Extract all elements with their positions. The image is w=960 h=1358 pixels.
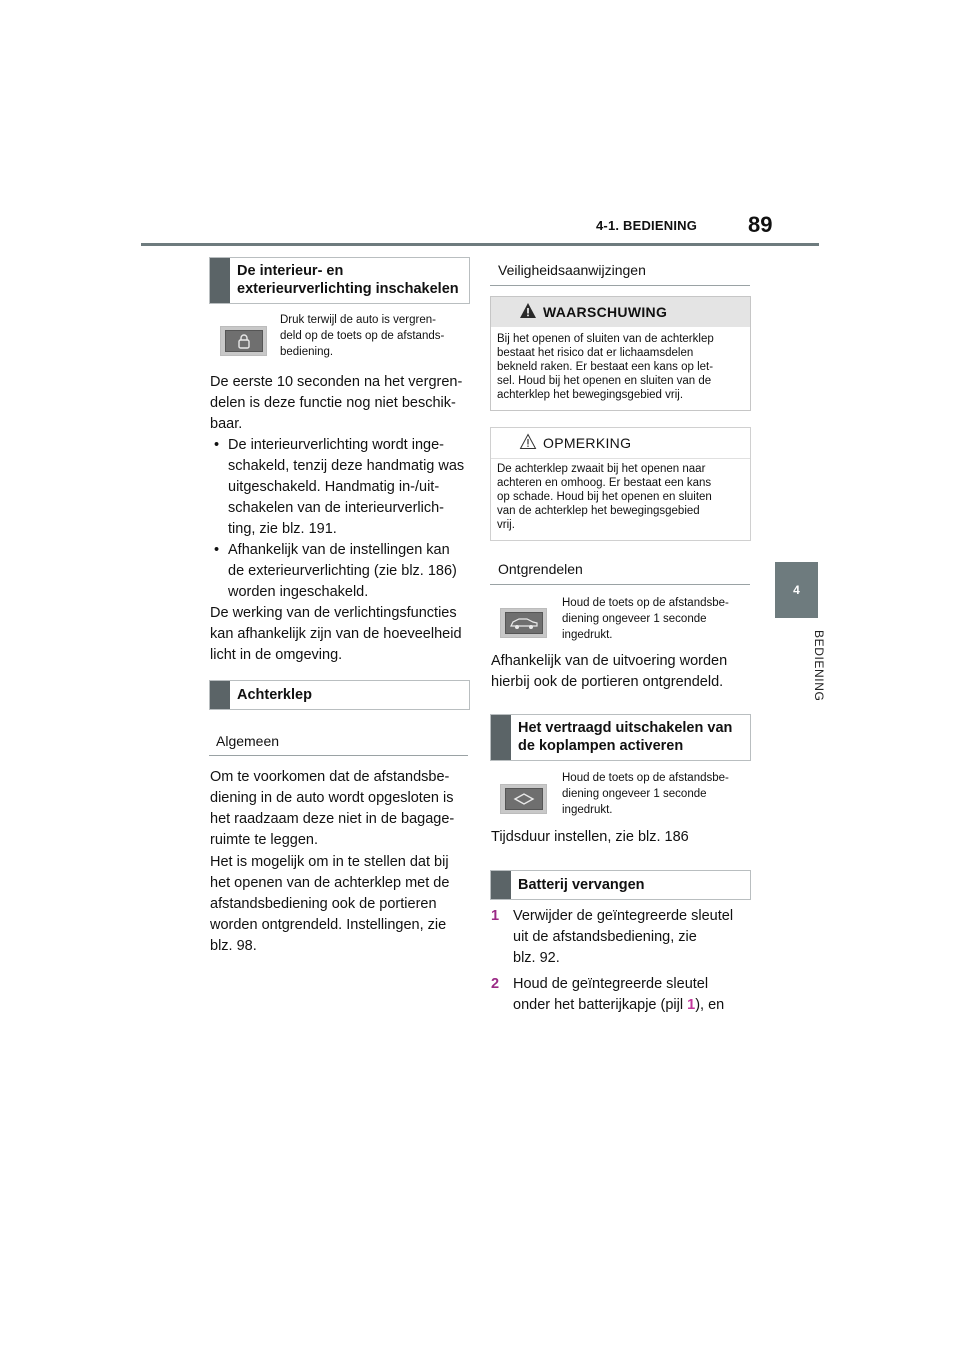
heading-bar [210, 258, 230, 303]
note-box [490, 427, 751, 541]
note-header [491, 428, 750, 458]
warning-title: WAARSCHUWING [543, 304, 668, 320]
paragraph-delay [210, 372, 472, 435]
lock-note-line: bediening. [280, 346, 334, 358]
text-line: diening ongeveer 1 seconde [562, 788, 707, 800]
text-line: bestaat het risico dat er lichaamsdelen [497, 347, 694, 359]
text-line: afstandsbediening ook de portieren [210, 896, 437, 912]
heading-lighting-line2: exterieurverlichting inschakelen [237, 281, 459, 297]
headlight-note [562, 770, 752, 818]
subheading-general: Algemeen [216, 733, 280, 749]
text-line: schakeld, tenzij deze handmatig was [228, 458, 465, 474]
text-line: bekneld raken. Er bestaat een kans op let- [497, 361, 714, 373]
text-line: De achterklep zwaait bij het openen naar [497, 463, 706, 475]
text-line: Houd de geïntegreerde sleutel [513, 976, 709, 992]
paragraph-duration: Tijdsduur instellen, zie blz. 186 [491, 829, 689, 845]
page-number: 89 [748, 212, 773, 237]
heading-bar [491, 715, 511, 760]
text-line: hierbij ook de portieren ontgrendeld. [491, 674, 724, 690]
text-line [513, 995, 753, 1016]
text-line: De eerste 10 seconden na het vergren- [210, 374, 463, 390]
bullet-list [210, 435, 472, 603]
text-line: op schade. Houd bij het openen en sluiten [497, 491, 712, 503]
text-line: ting, zie blz. 191. [228, 521, 337, 537]
caution-triangle-icon [519, 433, 537, 450]
heading-lighting-line1: De interieur- en [237, 263, 344, 279]
arrow-reference: 1 [687, 997, 696, 1013]
text-line: • Afhankelijk van de instellingen kan [228, 542, 450, 558]
chapter-tab: 4 [775, 562, 818, 618]
text-line: diening in de auto wordt opgesloten is [210, 790, 454, 806]
headlight-diamond-icon [505, 788, 543, 810]
text-line: blz. 92. [513, 950, 560, 966]
text-line: van de achterklep het bewegingsgebied [497, 505, 700, 517]
note-title: OPMERKING [543, 435, 632, 451]
heading-box-lighting [209, 257, 470, 304]
list-item [210, 435, 472, 540]
text-line: • De interieurverlichting wordt inge- [228, 437, 444, 453]
heading-box-tailgate [209, 680, 470, 710]
text-line: ruimte te leggen. [210, 832, 319, 848]
lock-note-line: Druk terwijl de auto is vergren- [280, 314, 436, 326]
warning-triangle-icon [519, 302, 537, 319]
text-line: uitgeschakeld. Handmatig in-/uit- [228, 479, 440, 495]
step-text [491, 906, 753, 969]
warning-box [490, 296, 751, 411]
tailgate-button-image [500, 608, 547, 638]
step-text [491, 974, 753, 1016]
text-line: licht in de omgeving. [210, 647, 343, 663]
headlight-button-image [500, 784, 547, 814]
text-line: achteren en omhoog. Er bestaat een kans [497, 477, 712, 489]
section-title: 4-1. BEDIENING [596, 218, 698, 233]
car-tailgate-icon [505, 612, 543, 634]
subheading-safety: Veiligheidsaanwijzingen [498, 262, 646, 278]
paragraph-ambient [210, 603, 472, 666]
chapter-label: BEDIENING [812, 630, 826, 702]
text-line: vrij. [497, 519, 515, 531]
text-line: diening ongeveer 1 seconde [562, 613, 707, 625]
text-line: Om te voorkomen dat de afstandsbe- [210, 769, 450, 785]
text-line: blz. 98. [210, 938, 257, 954]
step-number: 1 [491, 908, 500, 924]
text-line: Het is mogelijk om in te stellen dat bij [210, 854, 449, 870]
subheading-rule [209, 755, 468, 756]
lock-icon [225, 330, 263, 352]
paragraph-doors [491, 651, 753, 693]
lock-note [280, 312, 470, 360]
header-rule [141, 243, 819, 246]
text-fragment: ), en [695, 997, 725, 1013]
heading-box-headlights [490, 714, 751, 761]
lock-button-image [220, 326, 267, 356]
text-line: schakelen van de interieurverlich- [228, 500, 444, 516]
paragraph-settings [210, 852, 472, 957]
text-line: sel. Houd bij het openen en sluiten van de [497, 375, 712, 387]
text-line: Bij het openen of sluiten van de achterklep [497, 333, 714, 345]
paragraph-luggage [210, 767, 472, 851]
text-line: uit de afstandsbediening, zie [513, 929, 697, 945]
heading-bar [210, 681, 230, 709]
note-text [491, 458, 750, 538]
text-line: kan afhankelijk zijn van de hoeveelheid [210, 626, 462, 642]
text-line: Verwijder de geïntegreerde sleutel [513, 908, 734, 924]
text-fragment: onder het batterijkapje (pijl [513, 997, 688, 1013]
text-line: achterklep het bewegingsgebied vrij. [497, 389, 684, 401]
text-line: worden ontgrendeld. Instellingen, zie [210, 917, 447, 933]
warning-text [491, 327, 750, 408]
text-line: de exterieurverlichting (zie blz. 186) [228, 563, 457, 579]
subheading-rule [490, 584, 750, 585]
heading-headlights-line2: de koplampen activeren [518, 738, 684, 754]
subheading-unlock: Ontgrendelen [498, 561, 583, 577]
heading-box-battery [490, 870, 751, 900]
heading-headlights-line1: Het vertraagd uitschakelen van [518, 720, 733, 736]
heading-tailgate: Achterklep [237, 687, 312, 703]
lock-note-line: deld op de toets op de afstands- [280, 330, 445, 342]
text-line: het raadzaam deze niet in de bagage- [210, 811, 455, 827]
text-line: Houd de toets op de afstandsbe- [562, 597, 729, 609]
text-line: baar. [210, 416, 243, 432]
text-line: worden ingeschakeld. [228, 584, 369, 600]
text-line: delen is deze functie nog niet beschik- [210, 395, 456, 411]
step-2 [491, 974, 753, 1016]
step-number: 2 [491, 976, 500, 992]
subheading-rule [490, 285, 750, 286]
text-line: het openen van de achterklep met de [210, 875, 450, 891]
text-line: ingedrukt. [562, 804, 613, 816]
tailgate-note [562, 595, 752, 643]
text-line: De werking van de verlichtingsfuncties [210, 605, 457, 621]
step-1 [491, 906, 753, 969]
heading-bar [491, 871, 511, 899]
text-line: Houd de toets op de afstandsbe- [562, 772, 729, 784]
warning-header [491, 297, 750, 327]
heading-battery: Batterij vervangen [518, 877, 645, 893]
text-line: Afhankelijk van de uitvoering worden [491, 653, 728, 669]
text-line: ingedrukt. [562, 629, 613, 641]
list-item [210, 540, 472, 603]
